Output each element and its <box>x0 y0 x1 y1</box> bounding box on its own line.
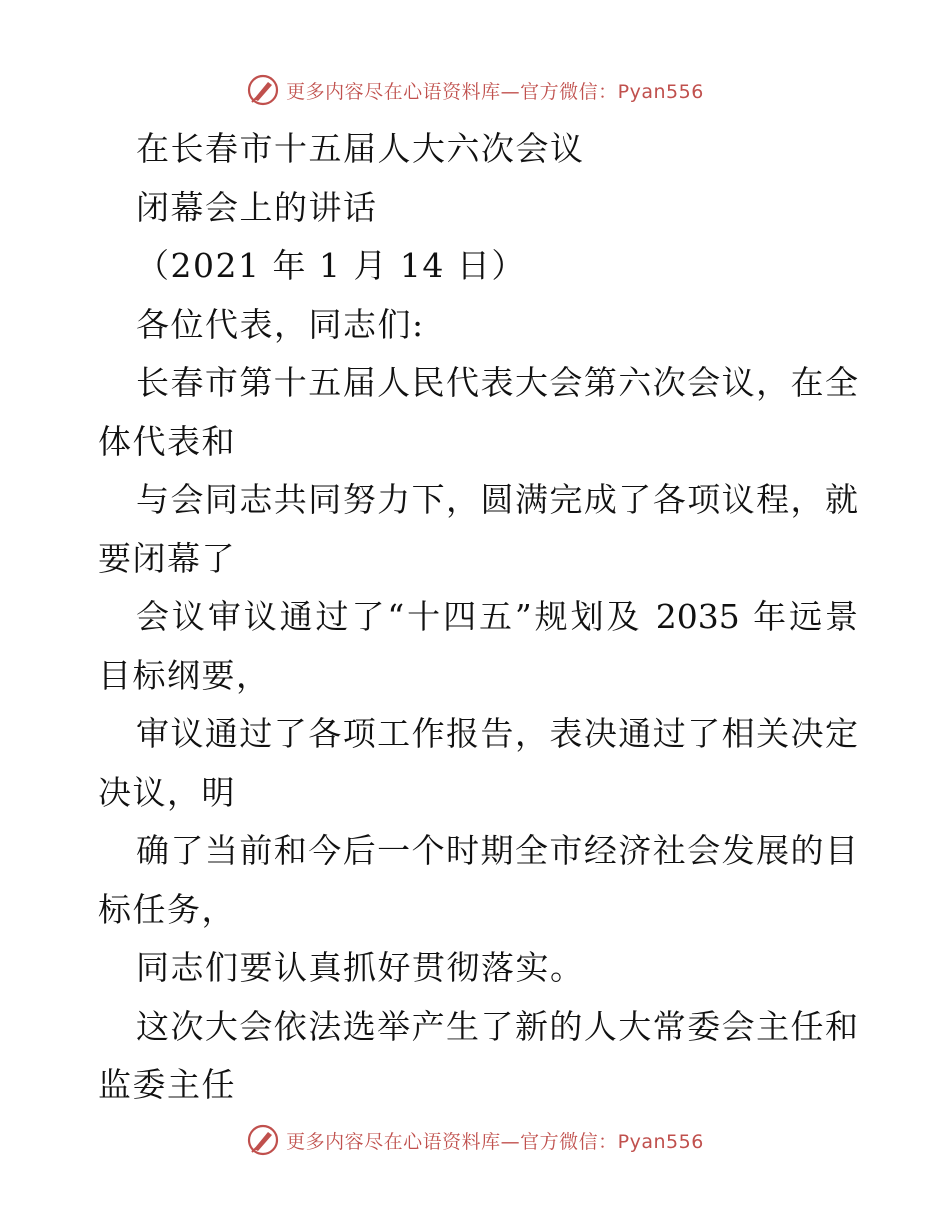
paragraph-line: 会议审议通过了“十四五”规划及 2035 年远景 <box>136 597 859 636</box>
header-watermark-text: 更多内容尽在心语资料库—官方微信：Pyan556 <box>286 80 704 103</box>
document-body <box>98 120 858 1115</box>
quill-logo-icon <box>246 73 280 107</box>
paragraph-line: 长春市第十五届人民代表大会第六次会议，在全 <box>136 363 858 402</box>
paragraph-line: 要闭幕了 <box>98 538 236 578</box>
paragraph-line: 同志们要认真抓好贯彻落实。 <box>136 948 585 987</box>
speech-date: （2021 年 1 月 14 日） <box>136 246 526 285</box>
paragraph-line: 体代表和 <box>98 421 236 461</box>
header-watermark <box>0 70 950 110</box>
paragraph-line: 监委主任 <box>98 1065 236 1104</box>
paragraph-line: 与会同志共同努力下，圆满完成了各项议程，就 <box>136 480 858 519</box>
paragraph-line: 标任务， <box>98 889 236 929</box>
speech-title-line-1: 在长春市十五届人大六次会议 <box>136 129 585 168</box>
paragraph-line: 这次大会依法选举产生了新的人大常委会主任和 <box>136 1006 858 1046</box>
paragraph-line: 决议，明 <box>98 772 236 812</box>
speech-title-line-2: 闭幕会上的讲话 <box>136 187 378 227</box>
footer-watermark-text: 更多内容尽在心语资料库—官方微信：Pyan556 <box>286 1130 704 1153</box>
salutation: 各位代表，同志们: <box>136 304 425 344</box>
quill-logo-icon <box>246 1123 280 1157</box>
paragraph-line: 审议通过了各项工作报告，表决通过了相关决定 <box>136 714 858 753</box>
paragraph-line: 确了当前和今后一个时期全市经济社会发展的目 <box>136 831 858 870</box>
paragraph-line: 目标纲要， <box>98 655 271 695</box>
footer-watermark <box>0 1120 950 1160</box>
